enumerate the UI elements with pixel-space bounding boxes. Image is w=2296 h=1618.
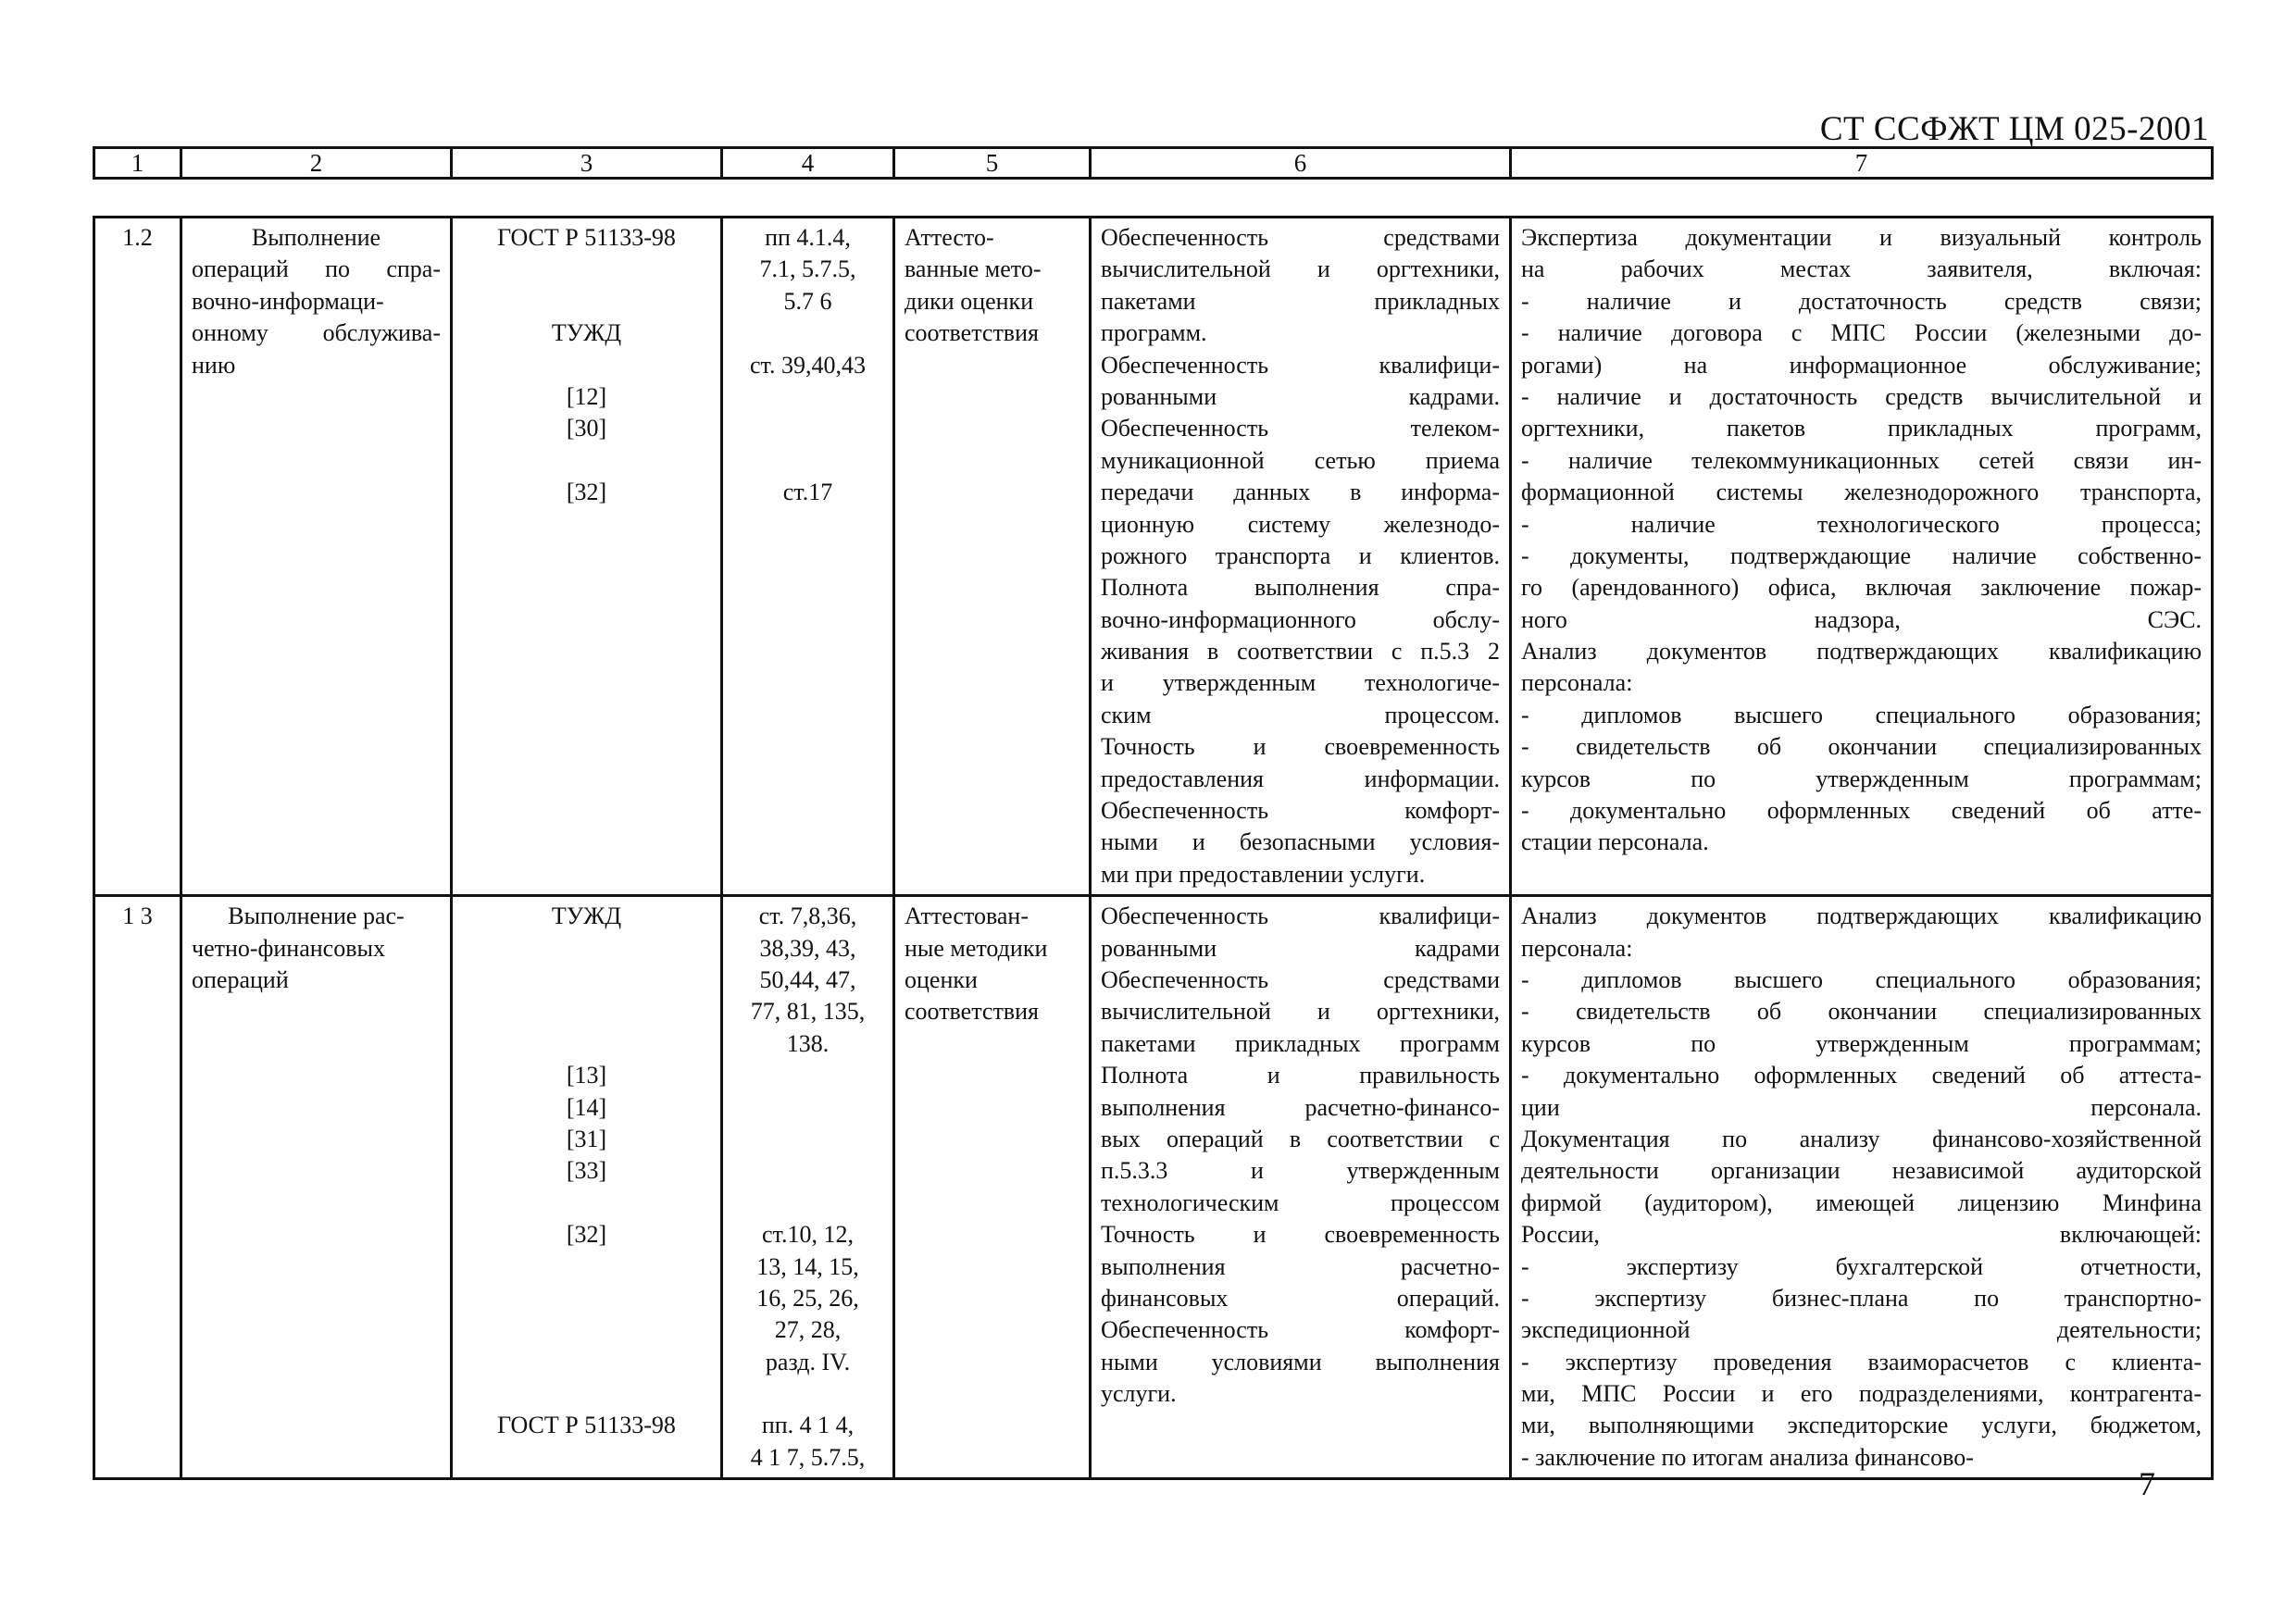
cell-line [462, 286, 711, 317]
cell-line [462, 965, 711, 996]
cell-line: ТУЖД [551, 902, 622, 930]
document-code: СТ ССФЖТ ЦМ 025-2001 [1819, 110, 2209, 148]
cell-line [462, 1347, 711, 1378]
cell-line: ции персонала. [1521, 1093, 2202, 1121]
cell-line: Анализ документов подтверждающих квалификацию [1521, 902, 2202, 930]
cell-line: соответствия [905, 319, 1039, 347]
table-row [94, 896, 2213, 1479]
cell-line: передачи данных в информа- [1101, 479, 1500, 506]
cell-line: Точность и своевременность [1101, 733, 1500, 761]
cell-line: ГОСТ Р 51133-98 [497, 224, 676, 251]
cell-line: предоставления информации. [1101, 765, 1500, 792]
cell-line [462, 254, 711, 285]
cell-line [732, 1378, 883, 1410]
cell-line: 77, 81, 135, [750, 998, 866, 1026]
cell-line [462, 445, 711, 477]
cell-line: персонала: [1521, 934, 1633, 962]
column-number: 6 [1091, 148, 1511, 179]
cell-line [462, 1188, 711, 1219]
cell-line: 13, 14, 15, [756, 1252, 859, 1280]
cell-line: - заключение по итогам анализа финансово- [1521, 1443, 1974, 1471]
cell-line: Обеспеченность комфорт- [1101, 1316, 1500, 1344]
evidence-cell [1511, 896, 2213, 1479]
cell-line [732, 1092, 883, 1124]
column-number: 4 [722, 148, 894, 179]
cell-line [732, 1124, 883, 1155]
cell-line: оргтехники, пакетов прикладных программ, [1521, 415, 2202, 442]
normative-docs-cell [452, 218, 722, 896]
cell-line [462, 933, 711, 965]
cell-line: Полнота и правильность [1101, 1062, 1500, 1089]
cell-line: четно-финансовых [192, 934, 385, 962]
methods-cell [894, 896, 1091, 1479]
cell-line: Обеспеченность телеком- [1101, 415, 1500, 442]
cell-line: 7.1, 5.7.5, [759, 255, 856, 283]
cell-line: формационной системы железнодорожного транспорта, [1521, 479, 2202, 506]
cell-line: Точность и своевременность [1101, 1221, 1500, 1249]
cell-line: 38,39, 43, [759, 934, 856, 962]
cell-line: Аттестован- [905, 902, 1029, 930]
column-number: 2 [181, 148, 452, 179]
cell-line: муникационной сетью приема [1101, 446, 1500, 474]
cell-line: ским процессом. [1101, 701, 1500, 728]
cell-line: Обеспеченность средствами [1101, 224, 1500, 251]
table-row [94, 218, 2213, 896]
cell-line: Документация по анализу финансово-хозяйственной [1521, 1125, 2202, 1152]
cell-line: Анализ документов подтверждающих квалификацию [1521, 638, 2202, 666]
cell-line [732, 445, 883, 477]
cell-line: пакетами прикладных программ [1101, 1029, 1500, 1057]
cell-line: онному обслужива- [192, 319, 441, 347]
cell-line: ные методики [905, 934, 1048, 962]
cell-line: программ. [1101, 319, 1207, 347]
cell-line: на рабочих местах заявителя, включая: [1521, 255, 2202, 283]
cell-line: [14] [566, 1093, 607, 1121]
operation-name-cell [181, 896, 452, 1479]
row-number-cell [94, 218, 181, 896]
cell-line: ными условиями выполнения [1101, 1348, 1500, 1375]
cell-line: разд. IV. [765, 1348, 851, 1375]
cell-line: технологическим процессом [1101, 1189, 1500, 1216]
cell-line: операций [192, 965, 289, 993]
cell-line: [33] [566, 1157, 607, 1185]
row-number-cell [94, 896, 181, 1479]
cell-line: Выполнение [251, 224, 381, 251]
cell-line: - документально оформленных сведений об аттеста- [1521, 1062, 2202, 1089]
cell-line: Экспертиза документации и визуальный контроль [1521, 224, 2202, 251]
cell-line: ми при предоставлении услуги. [1101, 860, 1426, 888]
cell-line: вычислительной и оргтехники, [1101, 255, 1500, 283]
cell-line: ми, МПС России и его подразделениями, контрагента- [1521, 1380, 2202, 1408]
cell-line: деятельности организации независимой аудиторской [1521, 1157, 2202, 1185]
column-number: 1 [94, 148, 181, 179]
methods-cell [894, 218, 1091, 896]
cell-line: пакетами прикладных [1101, 287, 1500, 315]
cell-line: Обеспеченность квалифици- [1101, 902, 1500, 930]
cell-line: вычислительной и оргтехники, [1101, 998, 1500, 1026]
cell-line: ного надзора, СЭС. [1521, 605, 2202, 633]
cell-line: Аттесто- [905, 224, 994, 251]
cell-line [462, 1283, 711, 1314]
cell-line: рожного транспорта и клиентов. [1101, 541, 1500, 569]
cell-line: п.5.3.3 и утвержденным [1101, 1157, 1500, 1185]
row-number: 1 3 [122, 902, 153, 930]
cell-line: ст. 7,8,36, [758, 902, 857, 930]
cell-line: ст.17 [782, 479, 833, 506]
cell-line: пп 4.1.4, [765, 224, 851, 251]
cell-line [732, 317, 883, 349]
requirements-table [93, 216, 2214, 1480]
cell-line: выполнения расчетно-финансо- [1101, 1093, 1500, 1121]
cell-line: - наличие технологического процесса; [1521, 510, 2202, 538]
cell-line [732, 1155, 883, 1187]
cell-line: [32] [566, 479, 607, 506]
cell-line [462, 1378, 711, 1410]
criteria-cell [1091, 218, 1511, 896]
cell-line: - наличие договора с МПС России (железными до- [1521, 319, 2202, 347]
operation-name-cell [181, 218, 452, 896]
cell-line: - наличие телекоммуникационных сетей связи ин- [1521, 446, 2202, 474]
cell-line: - дипломов высшего специального образования; [1521, 965, 2202, 993]
cell-line: услуги. [1101, 1380, 1177, 1408]
cell-line: - документы, подтверждающие наличие собственно- [1521, 541, 2202, 569]
cell-line: Обеспеченность комфорт- [1101, 797, 1500, 825]
cell-line: нию [192, 351, 236, 379]
cell-line: оценки [905, 965, 978, 993]
cell-line: финансовых операций. [1101, 1284, 1500, 1312]
cell-line: ми, выполняющими экспедиторские услуги, бюджетом, [1521, 1412, 2202, 1439]
clauses-cell [722, 218, 894, 896]
cell-line: дики оценки [905, 287, 1034, 315]
cell-line [462, 350, 711, 381]
cell-line: ными и безопасными условия- [1101, 828, 1500, 856]
cell-line: 16, 25, 26, [756, 1284, 859, 1312]
cell-line: Обеспеченность квалифици- [1101, 351, 1500, 379]
row-number: 1.2 [122, 224, 153, 251]
cell-line: - наличие и достаточность средств вычислительной и [1521, 382, 2202, 410]
cell-line [462, 1251, 711, 1283]
cell-line: ционную систему железнодо- [1101, 510, 1500, 538]
cell-line: выполнения расчетно- [1101, 1252, 1500, 1280]
cell-line: 27, 28, [774, 1316, 842, 1344]
cell-line: ГОСТ Р 51133-98 [497, 1412, 676, 1439]
cell-line [462, 996, 711, 1027]
cell-line: [32] [566, 1221, 607, 1249]
cell-line: - экспертизу проведения взаиморасчетов с клиента- [1521, 1348, 2202, 1375]
cell-line: рованными кадрами. [1101, 382, 1500, 410]
column-number: 5 [894, 148, 1091, 179]
cell-line: - свидетельств об окончании специализированных [1521, 998, 2202, 1026]
cell-line: - дипломов высшего специального образования; [1521, 701, 2202, 728]
cell-line: - экспертизу бизнес-плана по транспортно- [1521, 1284, 2202, 1312]
column-number: 3 [452, 148, 722, 179]
column-number-header [93, 146, 2214, 180]
cell-line: Обеспеченность средствами [1101, 965, 1500, 993]
cell-line: - экспертизу бухгалтерской отчетности, [1521, 1252, 2202, 1280]
criteria-cell [1091, 896, 1511, 1479]
cell-line: - свидетельств об окончании специализированных [1521, 733, 2202, 761]
cell-line: - наличие и достаточность средств связи; [1521, 287, 2202, 315]
cell-line: рованными кадрами [1101, 934, 1500, 962]
cell-line: операций по спра- [192, 255, 441, 283]
cell-line: Выполнение рас- [228, 902, 405, 930]
cell-line: ст.10, 12, [762, 1221, 854, 1249]
cell-line: [31] [566, 1125, 607, 1152]
column-number: 7 [1511, 148, 2213, 179]
cell-line: 138. [786, 1029, 830, 1057]
cell-line [462, 1314, 711, 1346]
cell-line: [12] [566, 382, 607, 410]
cell-line: курсов по утвержденным программам; [1521, 1029, 2202, 1057]
cell-line: вочно-информационного обслу- [1101, 605, 1500, 633]
cell-line [732, 413, 883, 444]
cell-line: вочно-информаци- [192, 287, 384, 315]
normative-docs-cell [452, 896, 722, 1479]
cell-line: 4 1 7, 5.7.5, [750, 1443, 866, 1471]
cell-line [732, 1060, 883, 1091]
cell-line: [13] [566, 1062, 607, 1089]
cell-line [732, 381, 883, 413]
clauses-cell [722, 896, 894, 1479]
cell-line: стации персонала. [1521, 828, 1709, 856]
cell-line: экспедиционной деятельности; [1521, 1316, 2202, 1344]
cell-line: и утвержденным технологиче- [1101, 669, 1500, 697]
cell-line: 50,44, 47, [759, 965, 856, 993]
cell-line: ванные мето- [905, 255, 1042, 283]
cell-line: персонала: [1521, 669, 1633, 697]
cell-line: живания в соответствии с п.5.3 2 [1101, 638, 1500, 666]
cell-line: ст. 39,40,43 [750, 351, 866, 379]
cell-line: Полнота выполнения спра- [1101, 574, 1500, 602]
cell-line [462, 1028, 711, 1060]
cell-line: - документально оформленных сведений об атте- [1521, 797, 2202, 825]
cell-line: [30] [566, 415, 607, 442]
cell-line: России, включающей: [1521, 1221, 2202, 1249]
evidence-cell [1511, 218, 2213, 896]
cell-line: фирмой (аудитором), имеющей лицензию Минфина [1521, 1189, 2202, 1216]
cell-line: курсов по утвержденным программам; [1521, 765, 2202, 792]
cell-line: вых операций в соответствии с [1101, 1125, 1500, 1152]
page-number: 7 [2139, 1465, 2155, 1502]
cell-line: пп. 4 1 4, [761, 1412, 855, 1439]
cell-line: 5.7 6 [783, 287, 832, 315]
cell-line: соответствия [905, 998, 1039, 1026]
cell-line: рогами) на информационное обслуживание; [1521, 351, 2202, 379]
cell-line: го (арендованного) офиса, включая заключение пожар- [1521, 574, 2202, 602]
cell-line: ТУЖД [551, 319, 622, 347]
cell-line [732, 1188, 883, 1219]
